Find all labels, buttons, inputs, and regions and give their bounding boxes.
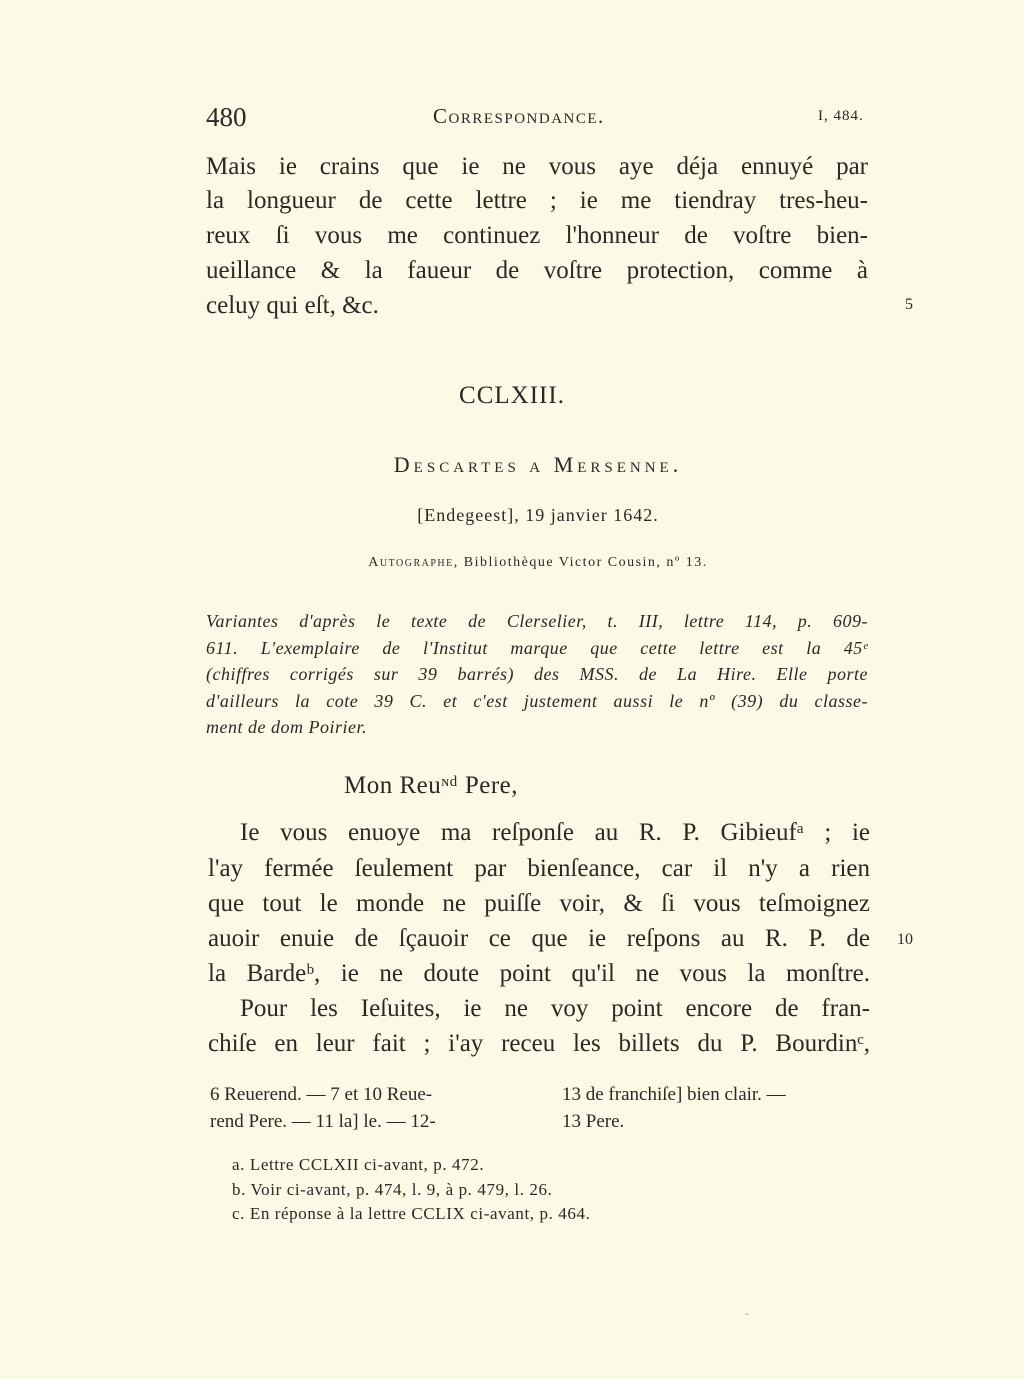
- note-line: d'ailleurs la cote 39 C. et c'est justement aussi le nº (39) du classe-: [206, 690, 868, 711]
- page-number: 480: [206, 102, 247, 132]
- variant-readings-left: [210, 1081, 522, 1135]
- line-number-marker: 5: [905, 296, 913, 313]
- variant-line: rend Pere. — 11 la] le. — 12-: [210, 1111, 436, 1132]
- text-line: que tout le monde ne puiſſe voir, & ſi vous teſmoignez: [208, 890, 870, 917]
- footnote: b. Voir ci-avant, p. 474, l. 9, à p. 479, l. 26.: [232, 1180, 553, 1199]
- text-line: reux ſi vous me continuez l'honneur de voſtre bien-: [206, 222, 868, 249]
- footnote: c. En réponse à la lettre CCLIX ci-avant, p. 464.: [232, 1204, 591, 1223]
- variant-readings-right: [562, 1081, 870, 1135]
- text-line: ueillance & la faueur de voſtre protection, comme à: [206, 257, 868, 284]
- line-number-marker: 10: [897, 931, 913, 948]
- note-line: ment de dom Poirier.: [206, 717, 367, 737]
- text-line: Ie vous enuoye ma reſponſe au R. P. Gibieufᵃ ; ie: [240, 819, 870, 846]
- text-line: la Bardeᵇ, ie ne doute point qu'il ne vous la monſtre.: [208, 960, 870, 987]
- variant-line: 13 Pere.: [562, 1111, 625, 1132]
- text-line: chiſe en leur fait ; i'ay receu les billets du P. Bourdinᶜ,: [208, 1030, 870, 1057]
- letter-title: Descartes a Mersenne.: [393, 452, 683, 477]
- page-speck: -: [745, 1306, 749, 1320]
- note-line: (chiffres corrigés sur 39 barrés) des MSS. de La Hire. Elle porte: [206, 664, 868, 684]
- text-line: auoir enuie de ſçauoir ce que ie reſpons au R. P. de: [208, 925, 870, 952]
- variant-line: 6 Reuerend. — 7 et 10 Reue-: [210, 1084, 433, 1105]
- note-line: Variantes d'après le texte de Clerselier, t. III, lettre 114, p. 609-: [206, 611, 868, 631]
- variant-line: 13 de franchiſe] bien clair. —: [562, 1084, 786, 1105]
- text-line: Mais ie crains que ie ne vous aye déja ennuyé par: [206, 153, 868, 180]
- text-line: l'ay fermée ſeulement par bienſeance, car il n'y a rien: [208, 855, 870, 882]
- salutation: Mon Reuᶰᵈ Pere,: [344, 772, 518, 799]
- letter-date: [Endegeest], 19 janvier 1642.: [417, 505, 659, 525]
- letter-source: [0, 555, 1024, 571]
- footnote: a. Lettre CCLXII ci-avant, p. 472.: [232, 1155, 485, 1174]
- source-detail: , Bibliothèque Victor Cousin, nº 13.: [453, 555, 708, 570]
- letter-number: CCLXIII.: [459, 382, 565, 409]
- note-line: 611. L'exemplaire de l'Institut marque que cette lettre est la 45ᵉ: [206, 637, 868, 658]
- text-line: Pour les Ieſuites, ie ne voy point encore de fran-: [240, 995, 870, 1022]
- variants-note: [206, 608, 868, 741]
- text-line: la longueur de cette lettre ; ie me tiendray tres-heu-: [206, 187, 868, 214]
- running-title: Correspondance.: [433, 104, 605, 128]
- edition-reference: I, 484.: [818, 108, 864, 124]
- source-label: Autographe: [368, 555, 454, 570]
- text-line: celuy qui eſt, &c.: [206, 292, 379, 319]
